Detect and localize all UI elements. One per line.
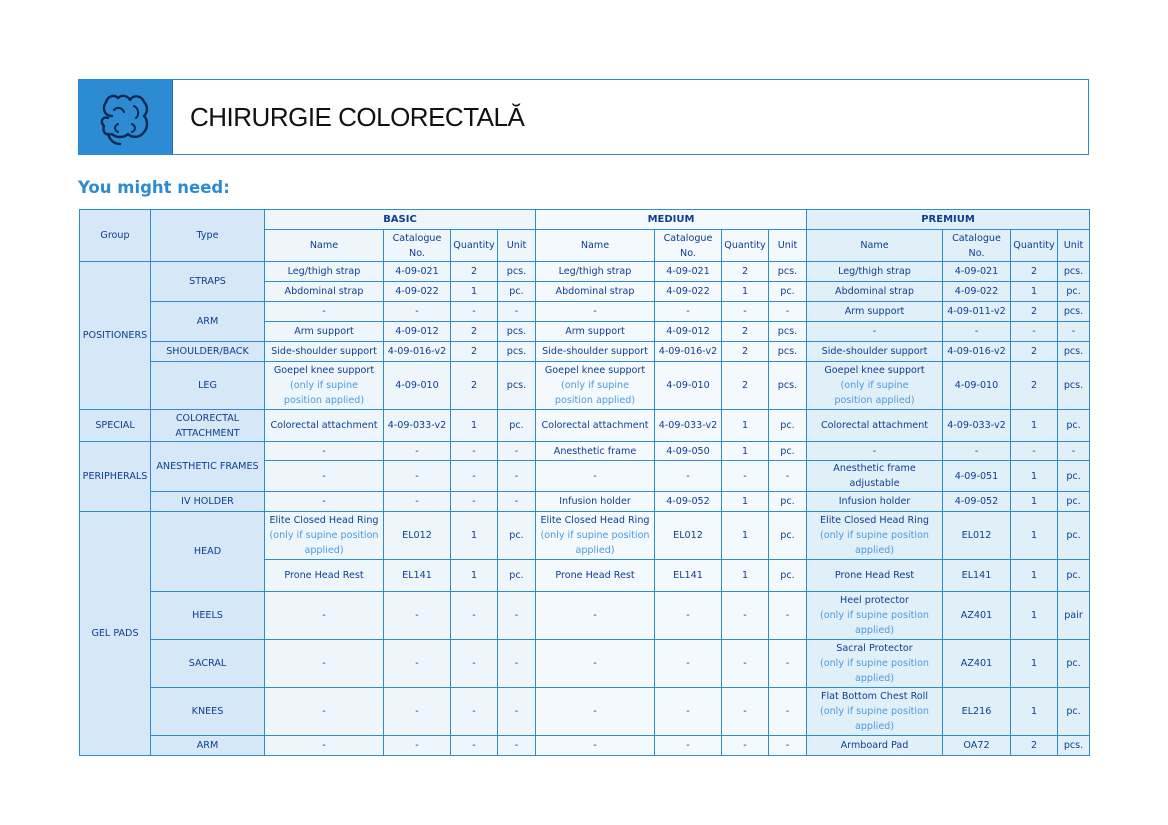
basic-name-cell: - [265, 688, 384, 736]
premium-unit-cell: pcs. [1058, 362, 1090, 410]
basic-name-cell: Arm support [265, 322, 384, 342]
item-note: (only if supine position applied) [819, 610, 930, 636]
group-col-header: Group [80, 210, 151, 262]
type-anesthetic-frames: ANESTHETIC FRAMES [151, 442, 265, 492]
basic-name-cell: - [265, 640, 384, 688]
premium-quantity-cell: 1 [1011, 512, 1058, 560]
page-header [78, 79, 1089, 155]
tier-basic-header: BASIC [265, 210, 536, 230]
type-arm: ARM [151, 302, 265, 342]
medium-name-cell [536, 512, 655, 560]
medium-catalogue-cell: EL012 [655, 512, 722, 560]
medium-unit-cell: - [769, 736, 807, 756]
type-arm2: ARM [151, 736, 265, 756]
table-row [80, 640, 1090, 688]
premium-quantity-cell: 1 [1011, 640, 1058, 688]
medium-catalogue-cell: - [655, 688, 722, 736]
basic-unit-cell: - [498, 461, 536, 492]
premium-quantity-cell: 1 [1011, 592, 1058, 640]
medium-catalogue-cell: 4-09-033-v2 [655, 410, 722, 442]
medium-unit-cell: pc. [769, 560, 807, 592]
premium-quantity-cell: 1 [1011, 560, 1058, 592]
basic-catalogue-cell: - [384, 640, 451, 688]
medium-unit-cell: - [769, 302, 807, 322]
premium-unit-cell: pcs. [1058, 302, 1090, 322]
item-name: Elite Closed Head Ring [269, 515, 379, 526]
premium-name-cell [807, 592, 943, 640]
type-col-header: Type [151, 210, 265, 262]
premium-col-header-name: Name [807, 230, 943, 262]
premium-catalogue-cell: 4-09-022 [943, 282, 1011, 302]
type-shoulder-back: SHOULDER/BACK [151, 342, 265, 362]
premium-unit-cell: pcs. [1058, 736, 1090, 756]
group-peripherals: PERIPHERALS [80, 442, 151, 512]
item-name: Heel protector [840, 595, 909, 606]
basic-catalogue-cell: 4-09-022 [384, 282, 451, 302]
medium-unit-cell: pcs. [769, 362, 807, 410]
medium-catalogue-cell: 4-09-022 [655, 282, 722, 302]
table-row [80, 362, 1090, 410]
premium-name-cell: Armboard Pad [807, 736, 943, 756]
medium-name-cell: - [536, 592, 655, 640]
premium-quantity-cell: - [1011, 442, 1058, 461]
basic-unit-cell: - [498, 492, 536, 512]
medium-name-cell: - [536, 640, 655, 688]
basic-catalogue-cell: - [384, 688, 451, 736]
premium-name-cell [807, 688, 943, 736]
medium-catalogue-cell: 4-09-050 [655, 442, 722, 461]
type-leg: LEG [151, 362, 265, 410]
group-positioners: POSITIONERS [80, 262, 151, 410]
table-row [80, 302, 1090, 322]
premium-catalogue-cell: 4-09-052 [943, 492, 1011, 512]
basic-unit-cell: pc. [498, 560, 536, 592]
table-row [80, 736, 1090, 756]
item-note: (only if supine position applied) [269, 530, 379, 556]
premium-catalogue-cell: - [943, 322, 1011, 342]
page-title: CHIRURGIE COLORECTALĂ [190, 101, 525, 132]
basic-name-cell: Prone Head Rest [265, 560, 384, 592]
medium-unit-cell: pc. [769, 512, 807, 560]
item-name: Sacral Protector [836, 643, 913, 654]
basic-unit-cell: pc. [498, 410, 536, 442]
basic-unit-cell: pcs. [498, 322, 536, 342]
medium-unit-cell: - [769, 461, 807, 492]
basic-col-header-unit: Unit [498, 230, 536, 262]
medium-col-header-quantity: Quantity [722, 230, 769, 262]
premium-quantity-cell: 2 [1011, 302, 1058, 322]
medium-quantity-cell: 1 [722, 512, 769, 560]
basic-catalogue-cell: 4-09-010 [384, 362, 451, 410]
medium-quantity-cell: 2 [722, 342, 769, 362]
medium-quantity-cell: - [722, 592, 769, 640]
premium-unit-cell: pc. [1058, 492, 1090, 512]
premium-name-cell: Abdominal strap [807, 282, 943, 302]
basic-catalogue-cell: 4-09-016-v2 [384, 342, 451, 362]
type-colorectal-attachment: COLORECTAL ATTACHMENT [151, 410, 265, 442]
medium-catalogue-cell: 4-09-021 [655, 262, 722, 282]
table-row [80, 512, 1090, 560]
premium-catalogue-cell: 4-09-011-v2 [943, 302, 1011, 322]
premium-catalogue-cell: EL141 [943, 560, 1011, 592]
basic-quantity-cell: - [451, 592, 498, 640]
colon-icon [94, 86, 158, 148]
basic-name-cell: - [265, 736, 384, 756]
premium-unit-cell: - [1058, 322, 1090, 342]
premium-catalogue-cell: 4-09-021 [943, 262, 1011, 282]
medium-unit-cell: pcs. [769, 322, 807, 342]
basic-quantity-cell: 1 [451, 282, 498, 302]
item-name: Elite Closed Head Ring [540, 515, 650, 526]
premium-unit-cell: pc. [1058, 282, 1090, 302]
medium-quantity-cell: - [722, 736, 769, 756]
table-row [80, 492, 1090, 512]
premium-name-cell: Infusion holder [807, 492, 943, 512]
medium-name-cell: - [536, 461, 655, 492]
basic-quantity-cell: - [451, 302, 498, 322]
premium-catalogue-cell: 4-09-016-v2 [943, 342, 1011, 362]
premium-catalogue-cell: 4-09-033-v2 [943, 410, 1011, 442]
type-head: HEAD [151, 512, 265, 592]
basic-unit-cell: pcs. [498, 342, 536, 362]
basic-quantity-cell: 2 [451, 322, 498, 342]
premium-quantity-cell: 2 [1011, 262, 1058, 282]
premium-quantity-cell: 2 [1011, 362, 1058, 410]
type-sacral: SACRAL [151, 640, 265, 688]
premium-catalogue-cell: 4-09-051 [943, 461, 1011, 492]
equipment-table [79, 209, 1090, 756]
item-name: Goepel knee support [544, 365, 646, 376]
item-note: (only if supine position applied) [540, 530, 650, 556]
medium-name-cell: Arm support [536, 322, 655, 342]
basic-catalogue-cell: 4-09-021 [384, 262, 451, 282]
group-special: SPECIAL [80, 410, 151, 442]
table-row [80, 410, 1090, 442]
basic-unit-cell: pc. [498, 282, 536, 302]
medium-unit-cell: - [769, 640, 807, 688]
premium-col-header-unit: Unit [1058, 230, 1090, 262]
basic-name-cell: Abdominal strap [265, 282, 384, 302]
premium-col-header-quantity: Quantity [1011, 230, 1058, 262]
medium-col-header-unit: Unit [769, 230, 807, 262]
medium-unit-cell: - [769, 592, 807, 640]
premium-col-header-catalogue: Catalogue No. [943, 230, 1011, 262]
premium-catalogue-cell: OA72 [943, 736, 1011, 756]
basic-quantity-cell: - [451, 736, 498, 756]
medium-quantity-cell: 1 [722, 410, 769, 442]
table-row [80, 342, 1090, 362]
premium-catalogue-cell: 4-09-010 [943, 362, 1011, 410]
table-row [80, 688, 1090, 736]
premium-unit-cell: pcs. [1058, 262, 1090, 282]
medium-name-cell: - [536, 736, 655, 756]
basic-name-cell [265, 362, 384, 410]
basic-name-cell: Side-shoulder support [265, 342, 384, 362]
basic-name-cell [265, 512, 384, 560]
item-note: (only if supine position applied) [819, 530, 930, 556]
basic-quantity-cell: - [451, 492, 498, 512]
medium-name-cell: Abdominal strap [536, 282, 655, 302]
medium-unit-cell: - [769, 688, 807, 736]
basic-quantity-cell: - [451, 688, 498, 736]
medium-catalogue-cell: - [655, 640, 722, 688]
basic-col-header-name: Name [265, 230, 384, 262]
item-note: (only if supine position applied) [283, 380, 365, 406]
type-iv-holder: IV HOLDER [151, 492, 265, 512]
medium-quantity-cell: - [722, 640, 769, 688]
medium-quantity-cell: 2 [722, 362, 769, 410]
medium-catalogue-cell: - [655, 592, 722, 640]
medium-name-cell: Side-shoulder support [536, 342, 655, 362]
premium-unit-cell: pair [1058, 592, 1090, 640]
medium-quantity-cell: 1 [722, 492, 769, 512]
medium-name-cell: Colorectal attachment [536, 410, 655, 442]
medium-catalogue-cell: - [655, 302, 722, 322]
premium-name-cell: Anesthetic frame adjustable [807, 461, 943, 492]
item-name: Goepel knee support [824, 365, 925, 376]
type-knees: KNEES [151, 688, 265, 736]
medium-catalogue-cell: - [655, 461, 722, 492]
medium-name-cell: Infusion holder [536, 492, 655, 512]
item-name: Elite Closed Head Ring [819, 515, 930, 526]
premium-unit-cell: pc. [1058, 410, 1090, 442]
basic-name-cell: - [265, 461, 384, 492]
medium-quantity-cell: 1 [722, 442, 769, 461]
basic-quantity-cell: 1 [451, 410, 498, 442]
premium-name-cell: Colorectal attachment [807, 410, 943, 442]
item-note: (only if supine position applied) [834, 380, 915, 406]
premium-catalogue-cell: AZ401 [943, 592, 1011, 640]
item-name: Goepel knee support [273, 365, 375, 376]
basic-catalogue-cell: 4-09-012 [384, 322, 451, 342]
premium-unit-cell: pc. [1058, 560, 1090, 592]
basic-unit-cell: pcs. [498, 362, 536, 410]
basic-quantity-cell: - [451, 461, 498, 492]
medium-catalogue-cell: 4-09-016-v2 [655, 342, 722, 362]
medium-unit-cell: pcs. [769, 342, 807, 362]
medium-quantity-cell: 2 [722, 322, 769, 342]
premium-name-cell: Side-shoulder support [807, 342, 943, 362]
basic-col-header-quantity: Quantity [451, 230, 498, 262]
table-row [80, 592, 1090, 640]
premium-name-cell [807, 512, 943, 560]
medium-quantity-cell: - [722, 688, 769, 736]
medium-quantity-cell: - [722, 461, 769, 492]
basic-catalogue-cell: - [384, 442, 451, 461]
table-row [80, 442, 1090, 461]
basic-name-cell: Leg/thigh strap [265, 262, 384, 282]
medium-catalogue-cell: 4-09-010 [655, 362, 722, 410]
basic-catalogue-cell: EL012 [384, 512, 451, 560]
basic-unit-cell: - [498, 688, 536, 736]
premium-quantity-cell: 1 [1011, 282, 1058, 302]
section-subtitle: You might need: [78, 178, 230, 197]
basic-quantity-cell: 2 [451, 362, 498, 410]
medium-catalogue-cell: 4-09-012 [655, 322, 722, 342]
medium-unit-cell: pc. [769, 442, 807, 461]
premium-unit-cell: pc. [1058, 640, 1090, 688]
basic-name-cell: - [265, 442, 384, 461]
medium-catalogue-cell: 4-09-052 [655, 492, 722, 512]
premium-quantity-cell: 2 [1011, 736, 1058, 756]
item-name: Flat Bottom Chest Roll [820, 691, 929, 702]
premium-catalogue-cell: EL216 [943, 688, 1011, 736]
basic-unit-cell: - [498, 592, 536, 640]
medium-unit-cell: pc. [769, 410, 807, 442]
basic-quantity-cell: - [451, 640, 498, 688]
tier-medium-header: MEDIUM [536, 210, 807, 230]
item-note: (only if supine position applied) [819, 658, 930, 684]
premium-name-cell [807, 640, 943, 688]
premium-name-cell: Leg/thigh strap [807, 262, 943, 282]
premium-quantity-cell: 2 [1011, 342, 1058, 362]
medium-name-cell: - [536, 688, 655, 736]
premium-quantity-cell: 1 [1011, 461, 1058, 492]
premium-name-cell: - [807, 442, 943, 461]
basic-catalogue-cell: - [384, 492, 451, 512]
colon-icon-box [79, 80, 173, 154]
medium-col-header-catalogue: Catalogue No. [655, 230, 722, 262]
medium-quantity-cell: - [722, 302, 769, 322]
basic-name-cell: - [265, 302, 384, 322]
basic-quantity-cell: 1 [451, 560, 498, 592]
basic-name-cell: - [265, 592, 384, 640]
premium-catalogue-cell: - [943, 442, 1011, 461]
table-row [80, 262, 1090, 282]
premium-quantity-cell: 1 [1011, 410, 1058, 442]
medium-col-header-name: Name [536, 230, 655, 262]
basic-name-cell: - [265, 492, 384, 512]
type-heels: HEELS [151, 592, 265, 640]
basic-unit-cell: - [498, 640, 536, 688]
premium-name-cell: Prone Head Rest [807, 560, 943, 592]
premium-name-cell: Arm support [807, 302, 943, 322]
premium-catalogue-cell: AZ401 [943, 640, 1011, 688]
basic-catalogue-cell: 4-09-033-v2 [384, 410, 451, 442]
basic-catalogue-cell: - [384, 302, 451, 322]
medium-name-cell [536, 362, 655, 410]
medium-catalogue-cell: - [655, 736, 722, 756]
item-note: (only if supine position applied) [819, 706, 930, 732]
basic-quantity-cell: - [451, 442, 498, 461]
premium-unit-cell: pc. [1058, 688, 1090, 736]
premium-quantity-cell: 1 [1011, 492, 1058, 512]
basic-catalogue-cell: - [384, 461, 451, 492]
premium-unit-cell: - [1058, 442, 1090, 461]
medium-unit-cell: pc. [769, 492, 807, 512]
premium-unit-cell: pc. [1058, 461, 1090, 492]
basic-quantity-cell: 1 [451, 512, 498, 560]
premium-catalogue-cell: EL012 [943, 512, 1011, 560]
group-gel-pads: GEL PADS [80, 512, 151, 756]
medium-name-cell: Leg/thigh strap [536, 262, 655, 282]
premium-name-cell: - [807, 322, 943, 342]
medium-quantity-cell: 1 [722, 560, 769, 592]
premium-name-cell [807, 362, 943, 410]
basic-catalogue-cell: EL141 [384, 560, 451, 592]
premium-unit-cell: pc. [1058, 512, 1090, 560]
basic-unit-cell: - [498, 736, 536, 756]
type-straps: STRAPS [151, 262, 265, 302]
medium-name-cell: Anesthetic frame [536, 442, 655, 461]
medium-catalogue-cell: EL141 [655, 560, 722, 592]
medium-name-cell: Prone Head Rest [536, 560, 655, 592]
medium-unit-cell: pcs. [769, 262, 807, 282]
basic-unit-cell: pc. [498, 512, 536, 560]
basic-name-cell: Colorectal attachment [265, 410, 384, 442]
premium-unit-cell: pcs. [1058, 342, 1090, 362]
premium-quantity-cell: 1 [1011, 688, 1058, 736]
basic-col-header-catalogue: Catalogue No. [384, 230, 451, 262]
premium-quantity-cell: - [1011, 322, 1058, 342]
medium-quantity-cell: 1 [722, 282, 769, 302]
tier-premium-header: PREMIUM [807, 210, 1090, 230]
basic-catalogue-cell: - [384, 592, 451, 640]
medium-quantity-cell: 2 [722, 262, 769, 282]
basic-unit-cell: pcs. [498, 262, 536, 282]
item-note: (only if supine position applied) [554, 380, 636, 406]
medium-name-cell: - [536, 302, 655, 322]
basic-unit-cell: - [498, 442, 536, 461]
basic-quantity-cell: 2 [451, 262, 498, 282]
medium-unit-cell: pc. [769, 282, 807, 302]
basic-catalogue-cell: - [384, 736, 451, 756]
basic-unit-cell: - [498, 302, 536, 322]
basic-quantity-cell: 2 [451, 342, 498, 362]
